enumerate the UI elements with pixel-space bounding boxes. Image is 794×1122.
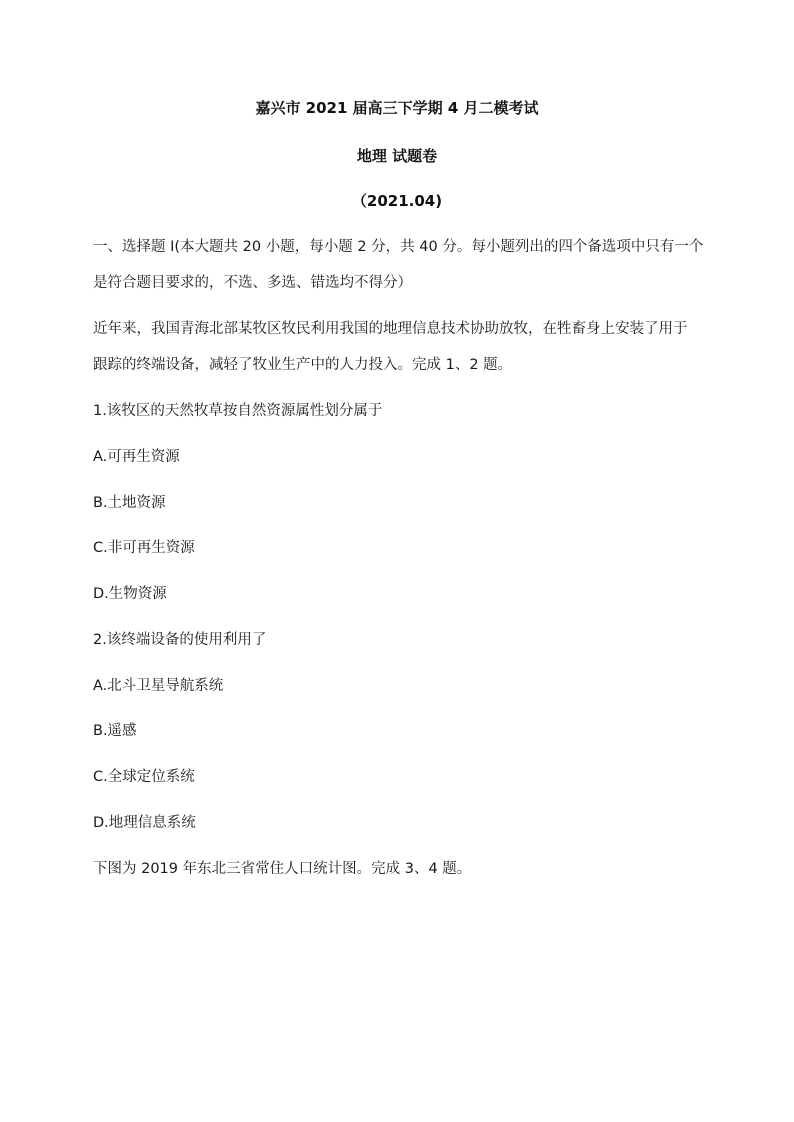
passage-1-line-1: 近年来，我国青海北部某牧区牧民利用我国的地理信息技术协助放牧，在牲畜身上安装了用于 xyxy=(93,321,688,337)
exam-date: （2021.04) xyxy=(351,192,443,210)
section-instruction-line-1: 一、选择题 I(本大题共 20 小题，每小题 2 分，共 40 分。每小题列出的四个备选项中只有一个 xyxy=(93,239,704,255)
question-2-stem: 2.该终端设备的使用利用了 xyxy=(93,632,267,648)
question-1-option-b: B.土地资源 xyxy=(93,495,166,511)
passage-2-line-1: 下图为 2019 年东北三省常住人口统计图。完成 3、4 题。 xyxy=(93,861,472,877)
question-1-option-c: C.非可再生资源 xyxy=(93,540,195,556)
question-2-option-a: A.北斗卫星导航系统 xyxy=(93,678,224,694)
exam-title: 嘉兴市 2021 届高三下学期 4 月二模考试 xyxy=(255,99,539,117)
passage-1-line-2: 跟踪的终端设备，减轻了牧业生产中的人力投入。完成 1、2 题。 xyxy=(93,357,513,373)
subject-title: 地理 试题卷 xyxy=(356,147,438,165)
question-2-option-d: D.地理信息系统 xyxy=(93,815,196,831)
question-1-option-a: A.可再生资源 xyxy=(93,449,180,465)
question-1-stem: 1.该牧区的天然牧草按自然资源属性划分属于 xyxy=(93,403,383,419)
question-2-option-b: B.遥感 xyxy=(93,723,137,739)
section-instruction-line-2: 是符合题目要求的，不选、多选、错选均不得分） xyxy=(93,275,412,291)
question-2-option-c: C.全球定位系统 xyxy=(93,769,195,785)
question-1-option-d: D.生物资源 xyxy=(93,586,167,602)
